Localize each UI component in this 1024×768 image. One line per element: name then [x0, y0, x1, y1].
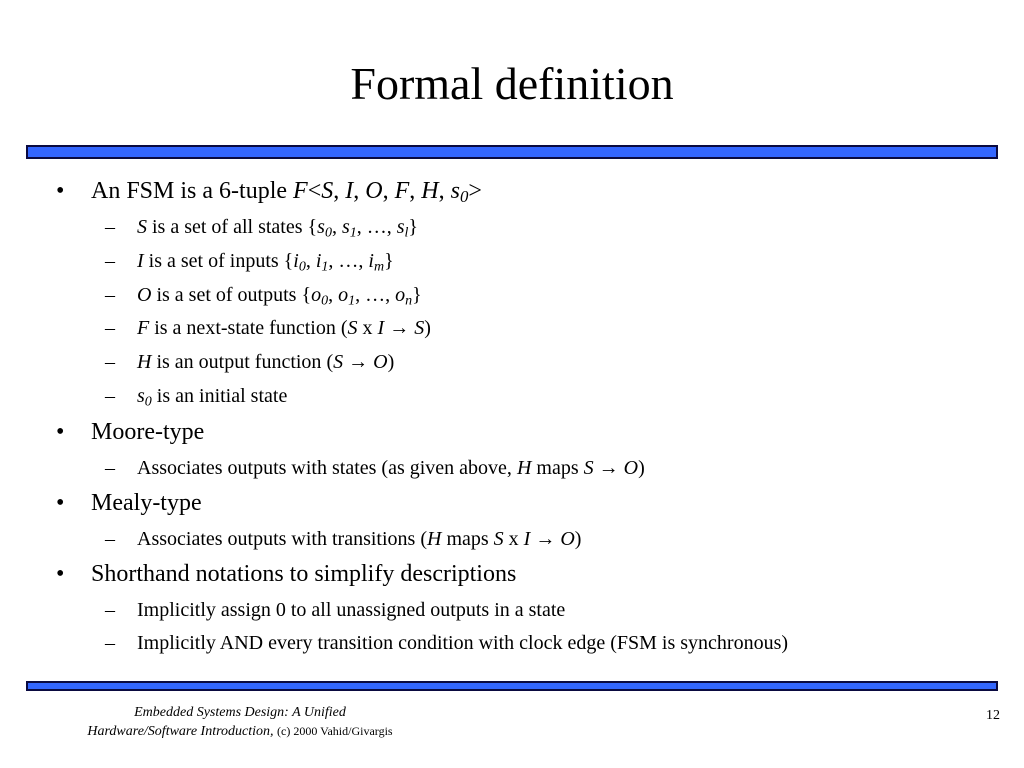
footer-citation: [30, 703, 450, 741]
dash-icon: –: [105, 317, 115, 339]
dash-icon: –: [105, 250, 115, 272]
footer-copyright: (c) 2000 Vahid/Givargis: [277, 724, 393, 738]
dash-icon: –: [105, 284, 115, 306]
dash-icon: –: [105, 457, 115, 479]
arrow-icon: →: [384, 317, 415, 339]
subitem-initial-state: – $s_0$ is an initial state: [105, 385, 288, 410]
bullet-icon: •: [56, 178, 65, 204]
footer-book-subtitle: Hardware/Software Introduction,: [87, 724, 274, 739]
dash-icon: –: [105, 632, 115, 654]
bullet-icon: •: [56, 419, 65, 445]
bullet-mealy-type: • Mealy-type: [56, 490, 202, 516]
bullet-icon: •: [56, 561, 65, 587]
dash-icon: –: [105, 216, 115, 238]
bullet-shorthand-notations: • Shorthand notations to simplify descriptions: [56, 561, 517, 587]
subitem-implicit-and: – Implicitly AND every transition condition with clock edge (FSM is synchronous): [105, 632, 789, 654]
subitem-moore-description: – Associates outputs with states (as given above, H maps S → O): [105, 457, 645, 479]
subitem-outputs: – O is a set of outputs {$o_0$, $o_1$, …, $o_n$}: [105, 284, 422, 309]
bullet-icon: •: [56, 490, 65, 516]
bullet-fsm-definition: • An FSM is a 6-tuple F<S, I, O, F, H, $s_0>$: [56, 178, 482, 207]
arrow-icon: →: [343, 351, 374, 373]
subitem-states: – S is a set of all states {$s_0$, $s_1$, …, $s_l$}: [105, 216, 419, 241]
top-rule: [26, 145, 998, 159]
dash-icon: –: [105, 599, 115, 621]
subitem-next-state-function: – F is a next-state function (S x I → S): [105, 317, 431, 339]
bullet-moore-type: • Moore-type: [56, 419, 205, 445]
arrow-icon: →: [593, 457, 624, 479]
dash-icon: –: [105, 351, 115, 373]
subitem-output-function: – H is an output function (S → O): [105, 351, 395, 373]
dash-icon: –: [105, 385, 115, 407]
arrow-icon: →: [530, 528, 561, 550]
footer-book-title: Embedded Systems Design: A Unified: [134, 705, 346, 720]
slide-title: Formal definition: [350, 58, 674, 109]
subitem-inputs: – I is a set of inputs {$i_0$, $i_1$, …, $i_m$}: [105, 250, 394, 275]
bottom-rule: [26, 681, 998, 691]
page-number: 12: [986, 708, 1000, 723]
subitem-implicit-assign: – Implicitly assign 0 to all unassigned outputs in a state: [105, 599, 566, 621]
dash-icon: –: [105, 528, 115, 550]
subitem-mealy-description: – Associates outputs with transitions (H maps S x I → O): [105, 528, 582, 550]
